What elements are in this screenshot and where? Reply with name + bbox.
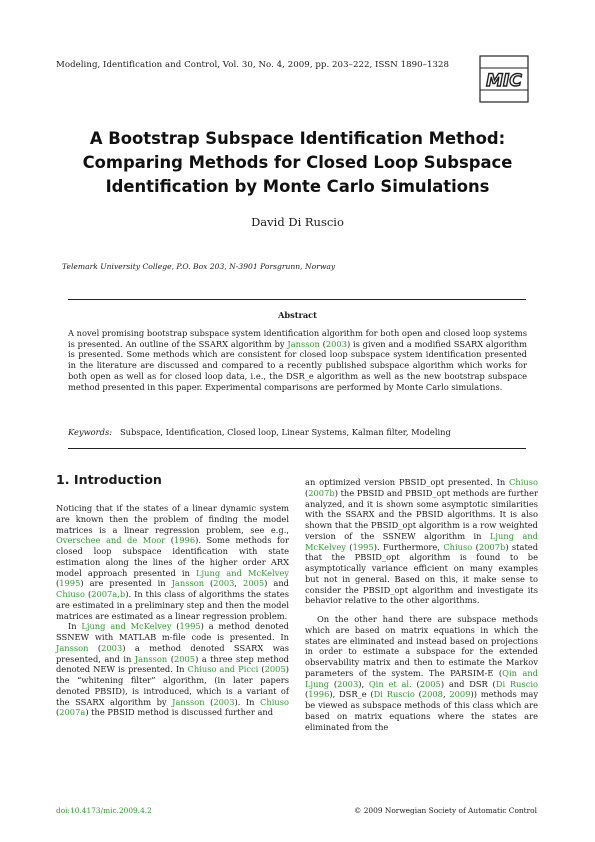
citation-link[interactable]: Overschee and de Moor — [56, 535, 166, 546]
title-line-3: Identification by Monte Carlo Simulations — [105, 177, 490, 196]
author-name: David Di Ruscio — [251, 215, 344, 229]
citation-link[interactable]: 2007a — [59, 707, 86, 718]
title-line-2: Comparing Methods for Closed Loop Subspace — [82, 153, 513, 172]
citation-link[interactable]: Qin and Ljung — [305, 667, 538, 689]
citation-link[interactable]: 2005 — [173, 653, 196, 664]
paragraph: On the other hand there are subspace methods which are based on matrix equations in which the states are eliminated and instead based on projections in order to estimate a subspace for the extended observability matrix and then to estimate the Markov parameters of the system. The PARSIM-E (Qin and Ljung (2003), Qin et al. (2005) and DSR (Di Ruscio (1996), DSR_e (Di Ruscio (2008, 2009)) methods may be viewed as subspace methods of this class which are based on matrix equations where the states are eliminated from the — [305, 614, 539, 732]
citation-link[interactable]: Di Ruscio — [373, 689, 415, 700]
citation-link[interactable]: 2003 — [213, 578, 235, 589]
citation-link[interactable]: Ljung and McKelvey — [305, 530, 538, 552]
copyright: © 2009 Norwegian Society of Automatic Control — [353, 806, 537, 815]
citation-link[interactable]: Jansson — [171, 578, 205, 589]
citation-link[interactable]: Jansson — [134, 653, 168, 664]
citation-link[interactable]: 2007b — [308, 487, 335, 498]
citation-link[interactable]: 1995 — [59, 578, 81, 589]
right-column — [305, 477, 538, 732]
citation-link[interactable]: 2005 — [243, 578, 265, 589]
paragraph: In Ljung and McKelvey (1995) a method denoted SSNEW with MATLAB m-file code is presented. In Jansson (2003) a method denoted SSARX was presented, and in Jansson (2005) a three step method denoted NEW is presented. In Chiuso and Picci (2005) the “whitening filter” algorithm, (in later papers denoted PBSID), is introduced, which is a variant of the SSARX algorithm by Jansson (2003). In Chiuso (2007a) the PBSID method is discussed further and — [56, 621, 289, 718]
citation-link[interactable]: 2008 — [421, 689, 443, 700]
journal-header: Modeling, Identification and Control, Vol. 30, No. 4, 2009, pp. 203–222, ISSN 1890–1328 — [56, 60, 450, 70]
citation-link[interactable]: Chiuso — [443, 541, 473, 552]
citation-link[interactable]: 2009 — [449, 689, 471, 700]
citation-link[interactable]: 2003 — [337, 678, 359, 689]
paragraph: Noticing that if the states of a linear dynamic system are known then the problem of finding the model matrices is a linear regression problem, see e.g., Overschee and de Moor (1996). Some methods for closed loop subspace identification with state estimation along the lines of the higher order ARX model approach presented in Ljung and McKelvey (1995) are presented in Jansson (2003, 2005) and Chiuso (2007a,b). In this class of algorithms the states are estimated in a preliminary step and then the model matrices are estimated as a linear regression problem. — [56, 503, 290, 621]
citation-link[interactable]: 1995 — [179, 621, 201, 632]
section-heading: 1. Introduction — [56, 472, 162, 487]
citation-link[interactable]: Chiuso — [509, 477, 538, 487]
citation-link[interactable]: Chiuso — [260, 696, 289, 707]
abstract-heading: Abstract — [278, 310, 317, 320]
affiliation: Telemark University College, P.O. Box 203, N-3901 Porsgrunn, Norway — [62, 262, 336, 271]
paper-title — [40, 127, 555, 199]
citation-link[interactable]: 1995 — [352, 541, 374, 552]
left-column — [56, 503, 289, 718]
mic-logo — [478, 54, 530, 104]
citation-link[interactable]: Jansson — [56, 642, 89, 653]
citation-link[interactable]: Qin et al. — [368, 678, 412, 689]
citation-link[interactable]: Jansson — [287, 338, 320, 349]
top-rule — [68, 299, 526, 300]
citation-link[interactable]: Ljung and McKelvey — [81, 621, 172, 632]
citation-link[interactable]: 2003 — [325, 338, 347, 349]
keywords — [68, 427, 527, 438]
citation-link[interactable]: 2007a,b — [91, 589, 126, 599]
keywords-label: Keywords: — [68, 427, 113, 437]
citation-link[interactable]: 2003 — [101, 642, 123, 653]
citation-link[interactable]: 2003 — [213, 696, 235, 707]
citation-link[interactable]: 1996 — [173, 535, 196, 546]
abstract-text: A novel promising bootstrap subspace system identification algorithm for both open and closed loop systems is presented. An outline of the SSARX algorithm by Jansson (2003) is given and a modified SSARX algorithm is presented. Some methods which are consistent for closed loop subspace system identification presented in the literature are discussed and compared to a recently published subspace algorithm which works for both open as well as for closed loop data, i.e., the DSR_e algorithm as well as the new bootstrap subspace method presented in this paper. Experimental comparisons are performed by Monte Carlo simulations. — [68, 328, 527, 392]
citation-link[interactable]: 2005 — [419, 678, 441, 689]
bottom-rule — [68, 448, 526, 449]
logo-text: MIC — [486, 71, 522, 91]
citation-link[interactable]: 1996 — [308, 689, 330, 700]
citation-link[interactable]: 2005 — [264, 664, 286, 675]
doi-link[interactable]: doi:10.4173/mic.2009.4.2 — [56, 806, 152, 815]
paragraph: an optimized version PBSID_opt presented. In Chiuso (2007b) the PBSID and PBSID_opt methods are further analyzed, and it is shown some asymptotic similarities with the SSARX and the PBSID algorithms. It is also shown that the PBSID_opt algorithm is a row weighted version of the SSNEW algorithm in Ljung and McKelvey (1995). Furthermore, Chiuso (2007b) stated that the PBSID_opt algorithm is found to be asymptotically variance efficient on many examples but not in general. Based on this, it make sense to consider the PBSID_opt algorithm and investigate its behavior relative to the other algorithms. — [305, 477, 539, 606]
keywords-list: Subspace, Identification, Closed loop, Linear Systems, Kalman filter, Modeling — [119, 427, 451, 437]
citation-link[interactable]: Ljung and McKelvey — [196, 567, 289, 578]
citation-link[interactable]: Di Ruscio — [495, 678, 539, 689]
citation-link[interactable]: 2007b — [478, 541, 506, 552]
citation-link[interactable]: Jansson — [172, 696, 205, 707]
citation-link[interactable]: Chiuso and Picci — [187, 664, 259, 675]
citation-link[interactable]: Chiuso — [56, 589, 85, 599]
title-line-1: A Bootstrap Subspace Identification Method: — [89, 129, 506, 148]
